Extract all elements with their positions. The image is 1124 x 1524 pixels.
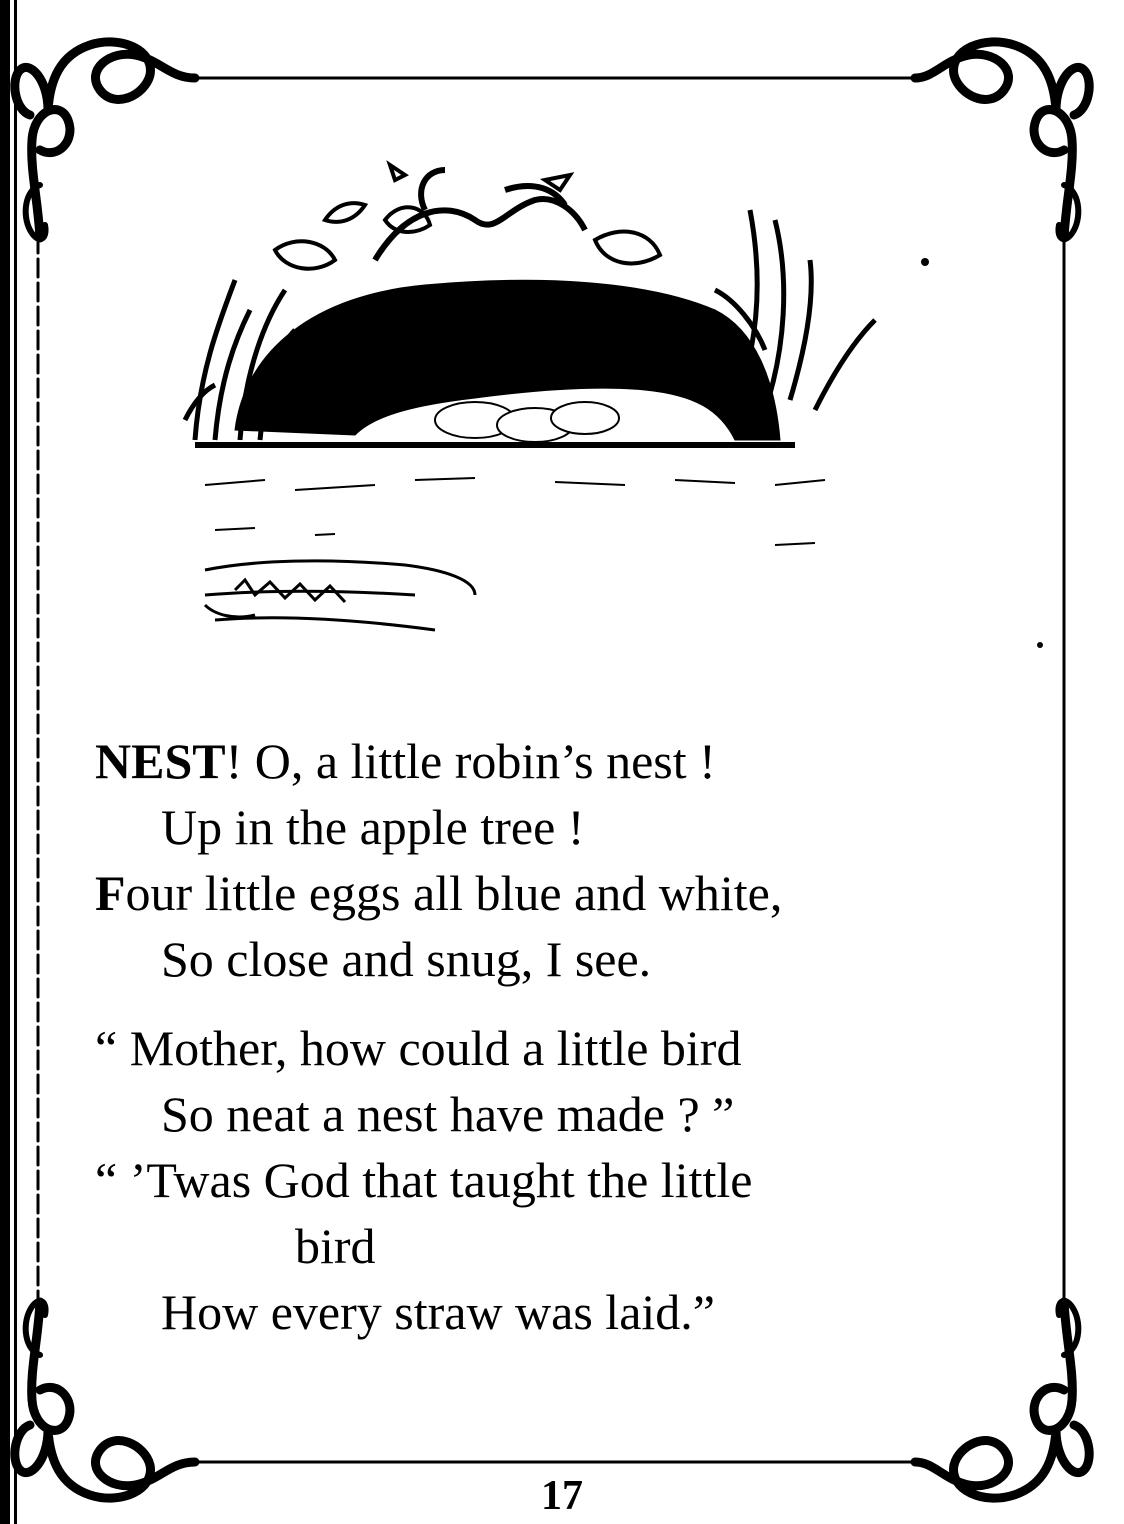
drop-word: NEST bbox=[95, 733, 226, 789]
page-number: 17 bbox=[541, 1473, 583, 1519]
eggs-icon bbox=[435, 402, 619, 442]
poem-line: bird bbox=[295, 1218, 376, 1274]
poem-line: How every straw was laid.” bbox=[161, 1284, 715, 1340]
poem-line: Up in the apple tree ! bbox=[161, 799, 585, 855]
stanza-2 bbox=[95, 1015, 1055, 1345]
corner-flourish-top-left bbox=[15, 42, 195, 239]
leaves-icon bbox=[275, 165, 660, 269]
ground-tuft-icon bbox=[205, 561, 475, 630]
stanza-1 bbox=[95, 728, 1055, 992]
poem bbox=[95, 728, 1055, 1345]
nest-illustration bbox=[175, 150, 895, 670]
poem-line bbox=[95, 728, 1055, 794]
line-text: ! O, a little robin’s nest ! bbox=[225, 733, 716, 789]
line-text: our little eggs all blue and white, bbox=[125, 865, 783, 921]
poem-line: So neat a nest have made ? ” bbox=[161, 1086, 735, 1142]
drop-letter: F bbox=[95, 865, 126, 921]
poem-line: “ ’Twas God that taught the little bbox=[95, 1152, 753, 1208]
poem-line: “ Mother, how could a little bird bbox=[95, 1020, 742, 1076]
poem-line: So close and snug, I see. bbox=[161, 931, 652, 987]
corner-flourish-top-right bbox=[915, 42, 1089, 239]
poem-line bbox=[95, 860, 1055, 926]
